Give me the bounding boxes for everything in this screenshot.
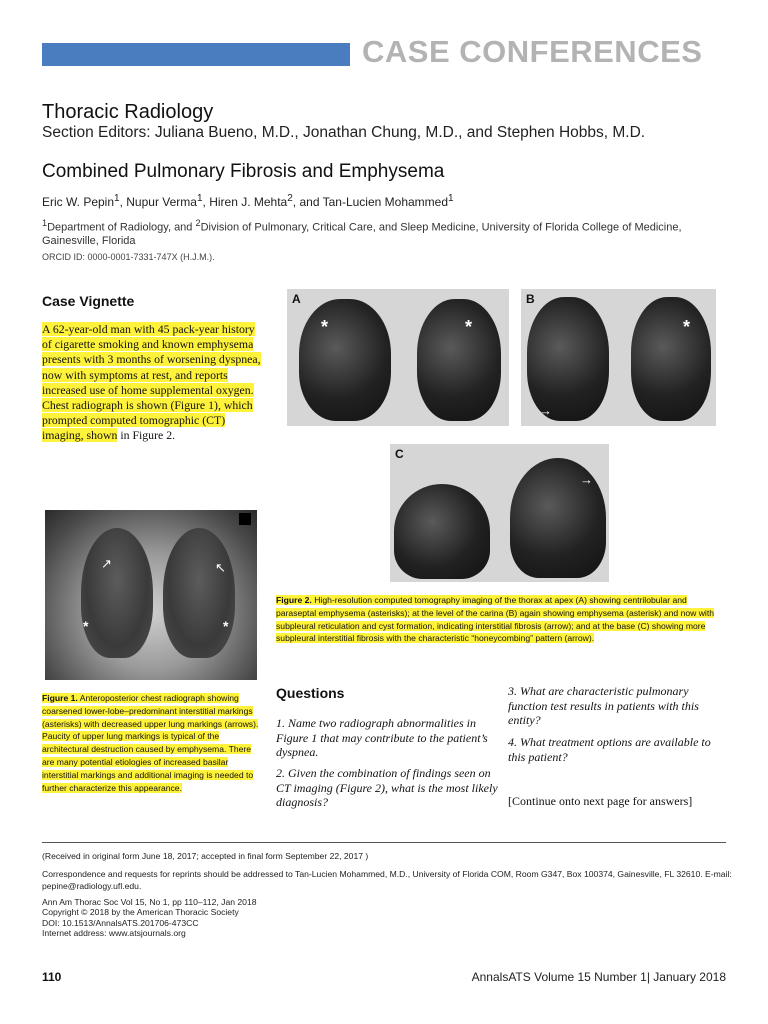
banner-title: CASE CONFERENCES [362, 34, 703, 69]
asterisk-marker: * [83, 618, 89, 634]
received-dates: (Received in original form June 18, 2017; accepted in final form September 22, 2017 ) [42, 851, 369, 861]
affiliation-marker: 2 [195, 218, 201, 228]
ct-lung-right [394, 484, 490, 579]
chest-radiograph-image [45, 510, 257, 680]
ct-image-panel-b [521, 289, 716, 426]
internet-address-line: Internet address: www.atsjournals.org [42, 927, 186, 938]
arrow-marker-icon: ↖ [215, 560, 226, 575]
asterisk-marker: * [465, 317, 473, 337]
orcid-id: ORCID ID: 0000-0001-7331-747X (H.J.M.). [42, 252, 215, 262]
author-name: Hiren J. Mehta [209, 195, 288, 209]
author-name: Nupur Verma [126, 195, 197, 209]
figure-1-caption [42, 692, 260, 794]
author-separator: , [119, 195, 127, 209]
vignette-highlighted-text: A 62-year-old man with 45 pack-year history of cigarette smoking and known emphysema presents with 3 months of worsening dyspnea, now with symptoms at rest, and reports increased use of home supplemental oxygen. Chest radiograph is shown (Figure 1), which prompted computed tomographic (CT) imaging, shown [42, 322, 261, 443]
author-affiliation-marker: 1 [448, 193, 454, 204]
figure-2-caption [276, 594, 728, 645]
continue-note: [Continue onto next page for answers] [508, 794, 693, 808]
panel-label-a: A [292, 292, 301, 306]
affiliation-marker: 1 [42, 218, 48, 228]
author-separator: , and [292, 195, 323, 209]
xray-lung-right [81, 528, 153, 658]
author-list [42, 193, 454, 209]
author-affiliation-marker: 1 [114, 193, 120, 204]
asterisk-marker: * [683, 317, 691, 337]
citation-line: Ann Am Thorac Soc Vol 15, No 1, pp 110–112, Jan 2018 [42, 897, 257, 907]
vignette-heading: Case Vignette [42, 293, 135, 309]
figure-2-caption-label: Figure 2. [276, 595, 312, 605]
journal-citation [42, 897, 257, 938]
ct-lung-left [631, 297, 711, 421]
figure-1-caption-label: Figure 1. [42, 693, 78, 703]
section-title: Thoracic Radiology [42, 101, 214, 123]
ct-image-panel-a [287, 289, 509, 426]
affiliation-text: Department of Radiology, and [47, 221, 196, 234]
author-affiliation-marker: 2 [287, 193, 293, 204]
footer-divider [42, 842, 726, 843]
figure-1-caption-text: Anteroposterior chest radiograph showing coarsened lower-lobe–predominant interstitial markings (asterisks) with decreased upper lung markings (arrows). Paucity of upper lung markings is typical of the architectural destruction caused by emphysema. There are many potential etiologies of increased basilar interstitial markings and additional imaging is needed to further characterize this appearance. [42, 693, 259, 793]
ct-lung-right [299, 299, 391, 421]
section-editors: Section Editors: Juliana Bueno, M.D., Jonathan Chung, M.D., and Stephen Hobbs, M.D. [42, 124, 646, 141]
ct-image-panel-c [390, 444, 609, 582]
arrow-marker-icon: → [539, 403, 552, 418]
panel-label-b: B [526, 292, 535, 306]
author-separator: , [202, 195, 210, 209]
correspondence-note: Correspondence and requests for reprints should be addressed to Tan-Lucien Mohammed, M.D., University of Florida COM, Room G347, Box 100374, Gainesville, FL 32610. E-mail: pepine@radiology.ufl.edu. [42, 869, 732, 891]
author-affiliation-marker: 1 [196, 193, 203, 204]
arrow-marker-icon: ↗ [101, 556, 112, 571]
asterisk-marker: * [223, 618, 229, 634]
question-item: 1. Name two radiograph abnormalities in Figure 1 that may contribute to the patient’s dyspnea. [276, 716, 488, 759]
vignette-plain-text: in Figure 2. [117, 428, 176, 443]
question-item: 4. What treatment options are available to this patient? [508, 735, 711, 764]
arrow-marker-icon: → [580, 472, 593, 487]
journal-footer: AnnalsATS Volume 15 Number 1| January 2018 [471, 970, 726, 984]
author-affiliations [42, 217, 732, 248]
question-item: 2. Given the combination of findings seen on CT imaging (Figure 2), what is the most likely diagnosis? [276, 766, 498, 809]
copyright-line: Copyright © 2018 by the American Thoracic Society [42, 907, 239, 918]
radiograph-marker [239, 513, 251, 525]
xray-lung-left [163, 528, 235, 658]
asterisk-marker: * [321, 317, 329, 337]
questions-heading: Questions [276, 685, 345, 701]
header-banner-bar [42, 43, 350, 66]
doi-line: DOI: 10.1513/AnnalsATS.201706-473CC [42, 917, 199, 928]
author-name: Tan-Lucien Mohammed [322, 195, 449, 209]
question-item: 3. What are characteristic pulmonary function test results in patients with this entity? [508, 684, 699, 727]
page-number: 110 [42, 970, 62, 984]
ct-lung-left [417, 299, 501, 421]
panel-label-c: C [395, 447, 404, 461]
affiliation-text: Division of Pulmonary, Critical Care, and Sleep Medicine, University of Florida College of Medicine, Gainesville, Florida [42, 221, 682, 247]
author-name: Eric W. Pepin [42, 195, 115, 209]
vignette-text [42, 322, 264, 444]
figure-2-caption-text: High-resolution computed tomography imaging of the thorax at apex (A) showing centrilobular and paraseptal emphysema (asterisks); at the level of the carina (B) again showing emphysema (asterisk) and now with subpleural reticulation and cyst formation, indicating interstitial fibrosis (arrow); and at the base (C) showing more subpleural interstitial fibrosis with the characteristic “honeycombing” pattern (arrow). [276, 595, 715, 644]
article-title: Combined Pulmonary Fibrosis and Emphysema [42, 161, 445, 182]
